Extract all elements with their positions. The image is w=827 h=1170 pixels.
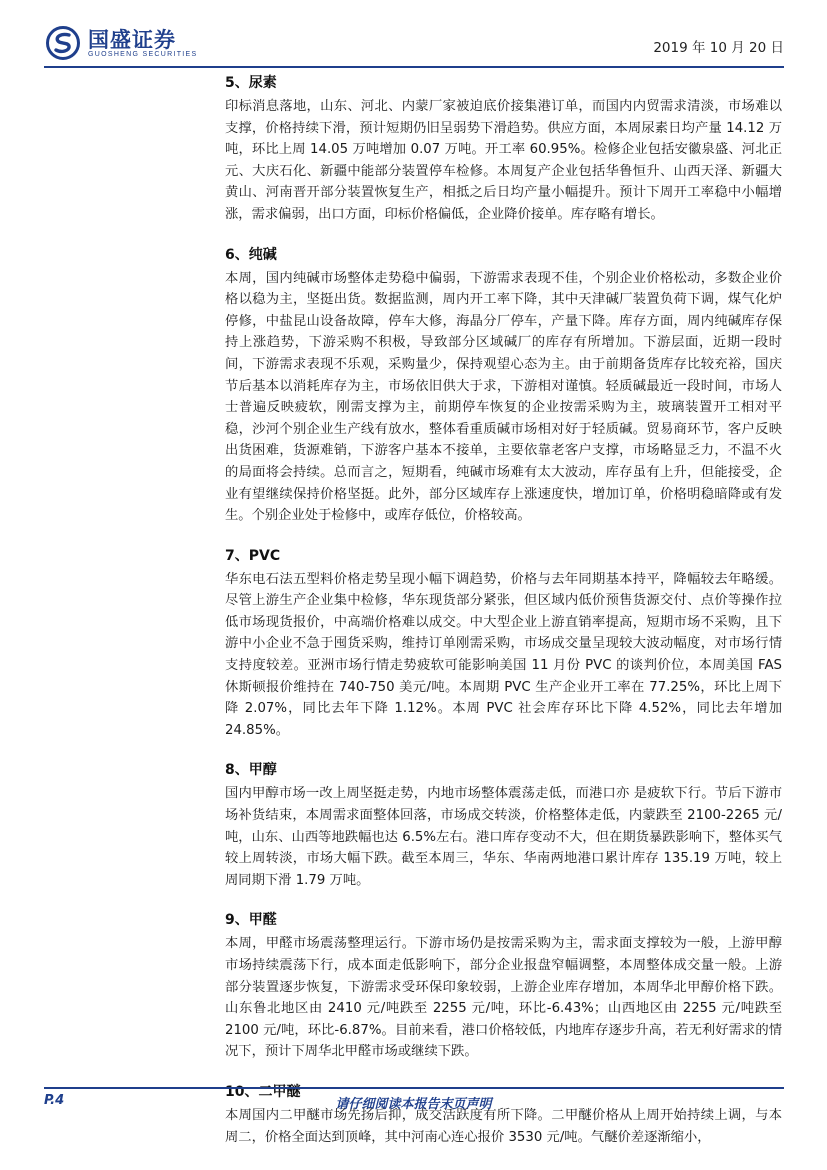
- page-header: [44, 24, 784, 66]
- footer-disclaimer: 请仔细阅读本报告末页声明: [335, 1097, 492, 1112]
- page-number: P.4: [44, 1093, 65, 1108]
- section-title: 7、PVC: [225, 547, 281, 564]
- section-title: 10、二甲醚: [225, 1083, 301, 1100]
- section-paragraph: 国内甲醇市场一改上周坚挺走势，内地市场整体震荡走低，而港口亦 是疲软下行。节后下游市场补货结束，本周需求面整体回落，市场成交转淡，价格整体走低，内蒙跌至 2100-2265 元/吨，山东、山西等地跌幅也达 6.5%左右。港口库存变动不大，但在期货暴跌影响下，整体买气较上周转淡，市场大幅下跌。截至本周三，华东、华南两地港口累计库存 135.19 万吨，较上周同期下滑 1.79 万吨。: [225, 786, 782, 888]
- footer-divider: [44, 1087, 784, 1089]
- section-title: 5、尿素: [225, 75, 277, 91]
- section-paragraph: 本周，国内纯碱市场整体走势稳中偏弱，下游需求表现不佳，个别企业价格松动，多数企业价格以稳为主，坚挺出货。数据监测，周内开工率下降，其中天津碱厂装置负荷下调，煤气化炉停修，中盐昆山设备故障，停车大修，海晶分厂停车，产量下降。库存方面，周内纯碱库存保持上涨趋势，下游采购不积极，导致部分区域碱厂的库存有所增加。下游层面，近期一段时间，下游需求表现不乐观，采购量少，保持观望心态为主。由于前期备货库存比较充裕，国庆节后基本以消耗库存为主，市场依旧供大于求，下游相对谨慎。轻质碱最近一段时间，市场人士普遍反映疲软，刚需支撑为主，前期停车恢复的企业按需采购为主，玻璃装置开工相对平稳，沙河个别企业生产线有放水，整体看重质碱市场相对好于轻质碱。贸易商环节，客户反映出货困难，货源难销，下游客户基本不接单，主要依靠老客户支撑，市场略显乏力，不温不火的局面将会持续。总而言之，短期看，纯碱市场难有太大波动，库存虽有上升，但能接受，企业有望继续保持价格坚挺。此外，部分区域库存上涨速度快，增加订单，价格明稳暗降或有发生。个别企业处于检修中，或库存低位，价格较高。: [225, 270, 782, 524]
- company-name-en: GUOSHENG SECURITIES: [88, 51, 198, 58]
- section-paragraph: 华东电石法五型料价格走势呈现小幅下调趋势，价格与去年同期基本持平，降幅较去年略缓。尽管上游生产企业集中检修，华东现货部分紧张，但区域内低价预售货源交付、点价等操作拉低市场现货报价，中高端价格难以成交。中大型企业上游直销率提高，短期市场不采购，且下游中小企业不急于囤货采购，维持订单刚需采购，市场成交量呈现较大波动幅度，对市场行情支持度较差。亚洲市场行情走势疲软可能影响美国 11 月份 PVC 的谈判价位，本周美国 FAS 休斯顿报价维持在 740-750 美元/吨。本周期 PVC 生产企业开工率在 77.25%，环比上周下降 2.07%，同比去年下降 1.12%。本周 PVC 社会库存环比下降 4.52%，同比去年增加 24.85%。: [225, 571, 782, 738]
- company-name: 国盛证券: [88, 28, 176, 52]
- section-formaldehyde: [225, 909, 782, 1063]
- section-urea: [225, 72, 782, 226]
- section-paragraph: 本周，甲醛市场震荡整理运行。下游市场仍是按需采购为主，需求面支撑较为一般，上游甲醇市场持续震荡下行，成本面走低影响下，部分企业报盘窄幅调整，本周整体成交量一般。上游部分装置逐步恢复，下游需求受环保印象较弱，上游企业库存增加，本周华北甲醇价格下跌。山东鲁北地区由 2410 元/吨跌至 2255 元/吨，环比-6.43%；山西地区由 2255 元/吨跌至 2100 元/吨，环比-6.87%。目前来看，港口价格较低，内地库存逐步升高，若无利好需求的情况下，预计下周华北甲醛市场或继续下跌。: [225, 936, 782, 1060]
- section-title: 8、甲醇: [225, 762, 277, 779]
- header-divider: [44, 66, 784, 68]
- section-title: 9、甲醛: [225, 912, 277, 929]
- logo-mark-icon: [46, 26, 80, 60]
- company-logo: [44, 24, 244, 64]
- section-paragraph: 印标消息落地，山东、河北、内蒙厂家被迫底价接集港订单，而国内内贸需求清淡，市场难以支撑，价格持续下滑，预计短期仍旧呈弱势下滑趋势。供应方面，本周尿素日均产量 14.12 万吨，环比上周 14.05 万吨增加 0.07 万吨。开工率 60.95%。检修企业包括安徽泉盛、河北正元、大庆石化、新疆中能部分装置停车检修。本周复产企业包括华鲁恒升、山西天泽、新疆大黄山、河南晋开部分装置恢复生产，相抵之后日均产量小幅提升。预计下周开工率稳中小幅增涨，需求偏弱，出口方面，印标价格偏低，企业降价接单。库存略有增长。: [225, 99, 782, 222]
- section-dme: [225, 1081, 782, 1148]
- report-body: [225, 72, 782, 1166]
- report-date: 2019 年 10 月 20 日: [653, 40, 784, 56]
- section-title: 6、纯碱: [225, 246, 277, 263]
- section-paragraph: 本周国内二甲醚市场先扬后抑，成交活跃度有所下降。二甲醚价格从上周开始持续上调，与本周二，价格全面达到顶峰，其中河南心连心报价 3530 元/吨。气醚价差逐渐缩小，: [225, 1107, 782, 1145]
- section-soda-ash: [225, 244, 782, 527]
- section-methanol: [225, 759, 782, 891]
- section-pvc: [225, 545, 782, 742]
